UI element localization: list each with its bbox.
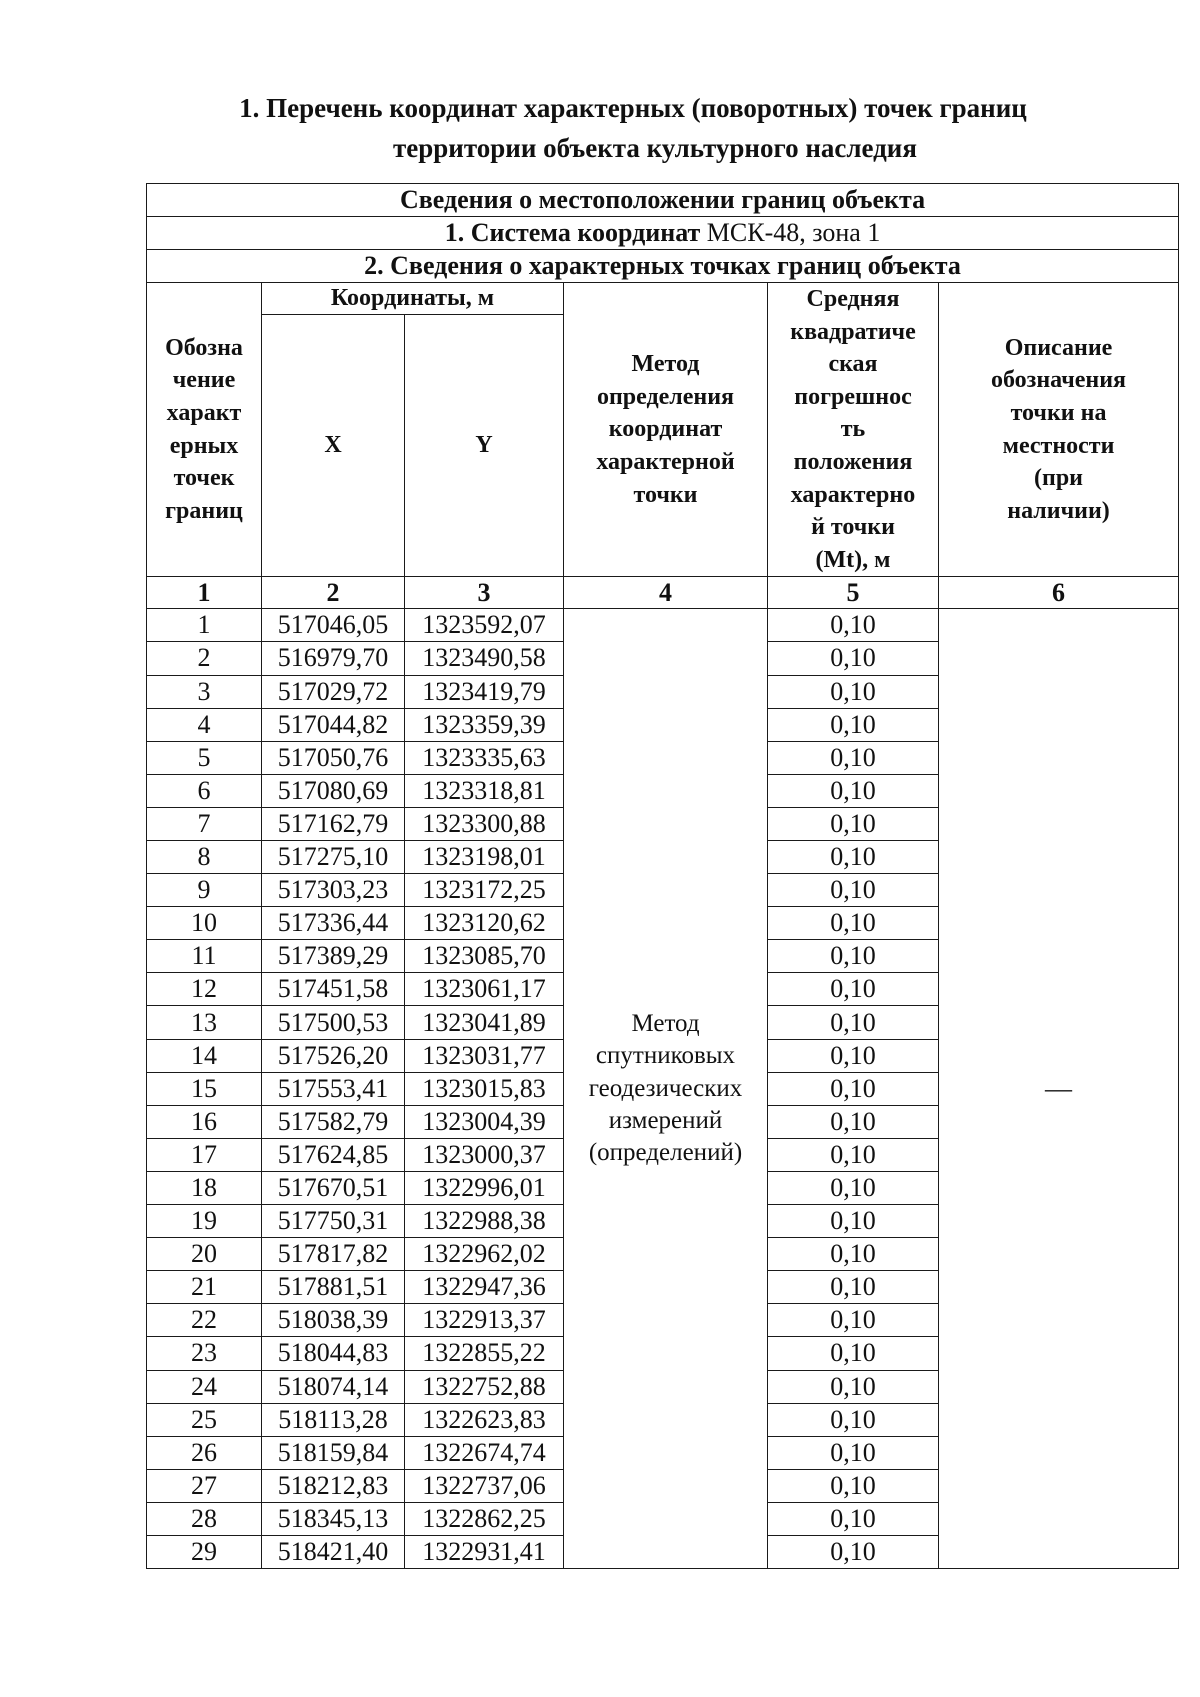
point-number: 6 bbox=[147, 774, 262, 807]
coordinate-x: 518074,14 bbox=[262, 1370, 405, 1403]
coordinate-x: 518345,13 bbox=[262, 1502, 405, 1535]
point-number: 25 bbox=[147, 1403, 262, 1436]
point-number: 7 bbox=[147, 807, 262, 840]
coordinate-x: 518159,84 bbox=[262, 1436, 405, 1469]
table-row bbox=[147, 609, 1179, 642]
coordinate-y: 1323172,25 bbox=[405, 874, 564, 907]
coordinate-x: 517029,72 bbox=[262, 675, 405, 708]
column-number: 4 bbox=[564, 577, 768, 609]
coordinate-y: 1323300,88 bbox=[405, 807, 564, 840]
point-number: 16 bbox=[147, 1105, 262, 1138]
coordinates-table bbox=[146, 183, 1179, 1569]
point-number: 2 bbox=[147, 642, 262, 675]
mean-square-error: 0,10 bbox=[768, 1469, 939, 1502]
mean-square-error: 0,10 bbox=[768, 1105, 939, 1138]
header-y: Y bbox=[405, 315, 564, 577]
mean-square-error: 0,10 bbox=[768, 1535, 939, 1568]
coordinate-y: 1323419,79 bbox=[405, 675, 564, 708]
coordinate-x: 517750,31 bbox=[262, 1205, 405, 1238]
coordinate-y: 1322862,25 bbox=[405, 1502, 564, 1535]
text-line: геодезических bbox=[588, 1074, 743, 1102]
mean-square-error: 0,10 bbox=[768, 1138, 939, 1171]
header-x: X bbox=[262, 315, 405, 577]
coordinate-x: 516979,70 bbox=[262, 642, 405, 675]
mean-square-error: 0,10 bbox=[768, 1039, 939, 1072]
text-line: чение bbox=[172, 367, 236, 394]
mean-square-error: 0,10 bbox=[768, 1403, 939, 1436]
coordinate-x: 517817,82 bbox=[262, 1238, 405, 1271]
text-line: ть bbox=[840, 416, 866, 443]
mean-square-error: 0,10 bbox=[768, 1271, 939, 1304]
point-number: 24 bbox=[147, 1370, 262, 1403]
point-number: 15 bbox=[147, 1072, 262, 1105]
text-line: Метод bbox=[631, 351, 700, 378]
coordinate-y: 1323000,37 bbox=[405, 1138, 564, 1171]
point-number: 26 bbox=[147, 1436, 262, 1469]
coordinate-x: 518421,40 bbox=[262, 1535, 405, 1568]
text-line: определения bbox=[596, 383, 735, 410]
coordinate-x: 517162,79 bbox=[262, 807, 405, 840]
point-number: 13 bbox=[147, 1006, 262, 1039]
point-number: 29 bbox=[147, 1535, 262, 1568]
point-number: 21 bbox=[147, 1271, 262, 1304]
coordinate-x: 517881,51 bbox=[262, 1271, 405, 1304]
mean-square-error: 0,10 bbox=[768, 874, 939, 907]
coordinate-y: 1322996,01 bbox=[405, 1171, 564, 1204]
coordinate-x: 517044,82 bbox=[262, 708, 405, 741]
coordinate-x: 517553,41 bbox=[262, 1072, 405, 1105]
text-line: характерной bbox=[596, 448, 735, 475]
coordinate-y: 1322674,74 bbox=[405, 1436, 564, 1469]
text-line: обозначения bbox=[991, 367, 1127, 394]
text-line: ерных bbox=[169, 432, 239, 459]
coordinate-y: 1322855,22 bbox=[405, 1337, 564, 1370]
point-number: 9 bbox=[147, 874, 262, 907]
text-line: характерно bbox=[790, 481, 916, 508]
point-number: 14 bbox=[147, 1039, 262, 1072]
mean-square-error: 0,10 bbox=[768, 708, 939, 741]
column-numbers-row bbox=[147, 577, 1179, 609]
mean-square-error: 0,10 bbox=[768, 1370, 939, 1403]
text-line: (определений) bbox=[588, 1139, 743, 1167]
coordinate-y: 1322962,02 bbox=[405, 1238, 564, 1271]
column-number: 6 bbox=[939, 577, 1179, 609]
title-line-2: территории объекта культурного наследия bbox=[393, 133, 917, 163]
coordinate-y: 1322752,88 bbox=[405, 1370, 564, 1403]
section-coordinate-system bbox=[147, 217, 1179, 250]
text-line: измерений bbox=[608, 1106, 723, 1134]
text-line: квадратиче bbox=[790, 318, 916, 345]
coordinate-y: 1323015,83 bbox=[405, 1072, 564, 1105]
coordinate-system-value: МСК-48, зона 1 bbox=[706, 218, 881, 247]
text-line: точек bbox=[173, 465, 235, 492]
coordinate-x: 517275,10 bbox=[262, 841, 405, 874]
coordinate-x: 518038,39 bbox=[262, 1304, 405, 1337]
mean-square-error: 0,10 bbox=[768, 1436, 939, 1469]
mean-square-error: 0,10 bbox=[768, 841, 939, 874]
coordinate-x: 518044,83 bbox=[262, 1337, 405, 1370]
text-line: точки на bbox=[1010, 400, 1107, 427]
coordinate-x: 517336,44 bbox=[262, 907, 405, 940]
mean-square-error: 0,10 bbox=[768, 1304, 939, 1337]
text-line: спутниковых bbox=[595, 1042, 736, 1070]
header-method bbox=[564, 283, 768, 577]
point-number: 19 bbox=[147, 1205, 262, 1238]
point-number: 3 bbox=[147, 675, 262, 708]
mean-square-error: 0,10 bbox=[768, 675, 939, 708]
text-line: Метод bbox=[631, 1009, 700, 1037]
point-number: 22 bbox=[147, 1304, 262, 1337]
mean-square-error: 0,10 bbox=[768, 1006, 939, 1039]
coordinate-x: 517500,53 bbox=[262, 1006, 405, 1039]
mean-square-error: 0,10 bbox=[768, 1072, 939, 1105]
section-location-heading: Сведения о местоположении границ объекта bbox=[147, 184, 1179, 217]
point-number: 27 bbox=[147, 1469, 262, 1502]
mean-square-error: 0,10 bbox=[768, 940, 939, 973]
text-line: положения bbox=[793, 448, 913, 475]
coordinate-x: 517046,05 bbox=[262, 609, 405, 642]
column-number: 3 bbox=[405, 577, 564, 609]
method-cell bbox=[564, 609, 768, 1569]
column-number: 2 bbox=[262, 577, 405, 609]
coordinate-y: 1322913,37 bbox=[405, 1304, 564, 1337]
text-line: (Mt), м bbox=[815, 546, 891, 573]
text-line: Описание bbox=[1004, 334, 1113, 361]
coordinate-x: 517080,69 bbox=[262, 774, 405, 807]
mean-square-error: 0,10 bbox=[768, 1238, 939, 1271]
title-line-1: 1. Перечень координат характерных (поворотных) точек границ bbox=[239, 93, 1027, 123]
coordinate-y: 1322988,38 bbox=[405, 1205, 564, 1238]
coordinate-x: 517526,20 bbox=[262, 1039, 405, 1072]
coordinate-y: 1323031,77 bbox=[405, 1039, 564, 1072]
coordinate-y: 1322623,83 bbox=[405, 1403, 564, 1436]
coordinate-y: 1323490,58 bbox=[405, 642, 564, 675]
coordinate-y: 1323592,07 bbox=[405, 609, 564, 642]
document-title bbox=[140, 88, 1170, 168]
point-number: 4 bbox=[147, 708, 262, 741]
coordinate-x: 517582,79 bbox=[262, 1105, 405, 1138]
column-number: 1 bbox=[147, 577, 262, 609]
text-line: местности bbox=[1002, 432, 1115, 459]
coordinate-y: 1323085,70 bbox=[405, 940, 564, 973]
mean-square-error: 0,10 bbox=[768, 807, 939, 840]
coordinate-y: 1323359,39 bbox=[405, 708, 564, 741]
section-points-heading: 2. Сведения о характерных точках границ объекта bbox=[147, 250, 1179, 283]
mean-square-error: 0,10 bbox=[768, 1337, 939, 1370]
text-line: характ bbox=[166, 400, 242, 427]
point-number: 23 bbox=[147, 1337, 262, 1370]
mean-square-error: 0,10 bbox=[768, 1205, 939, 1238]
text-line: точки bbox=[633, 481, 698, 508]
mean-square-error: 0,10 bbox=[768, 774, 939, 807]
coordinate-y: 1323335,63 bbox=[405, 741, 564, 774]
coordinate-x: 517670,51 bbox=[262, 1171, 405, 1204]
coordinate-y: 1323198,01 bbox=[405, 841, 564, 874]
text-line: координат bbox=[608, 416, 723, 443]
text-line: наличии) bbox=[1007, 497, 1110, 524]
point-number: 18 bbox=[147, 1171, 262, 1204]
coordinate-x: 517050,76 bbox=[262, 741, 405, 774]
mean-square-error: 0,10 bbox=[768, 642, 939, 675]
point-number: 8 bbox=[147, 841, 262, 874]
coordinate-y: 1323318,81 bbox=[405, 774, 564, 807]
mean-square-error: 0,10 bbox=[768, 741, 939, 774]
coordinate-x: 518212,83 bbox=[262, 1469, 405, 1502]
mean-square-error: 0,10 bbox=[768, 907, 939, 940]
coordinate-y: 1323004,39 bbox=[405, 1105, 564, 1138]
coordinate-system-label: 1. Система координат bbox=[444, 218, 701, 247]
text-line: й точки bbox=[811, 514, 895, 541]
text-line: (при bbox=[1034, 465, 1084, 492]
coordinate-y: 1322931,41 bbox=[405, 1535, 564, 1568]
text-line: ская bbox=[828, 351, 878, 378]
point-number: 12 bbox=[147, 973, 262, 1006]
text-line: Обозна bbox=[165, 334, 243, 361]
coordinate-y: 1323120,62 bbox=[405, 907, 564, 940]
coordinate-y: 1323041,89 bbox=[405, 1006, 564, 1039]
header-error bbox=[768, 283, 939, 577]
coordinate-x: 517389,29 bbox=[262, 940, 405, 973]
text-line: Средняя bbox=[806, 286, 900, 312]
mean-square-error: 0,10 bbox=[768, 1502, 939, 1535]
point-number: 10 bbox=[147, 907, 262, 940]
mean-square-error: 0,10 bbox=[768, 1171, 939, 1204]
coordinate-x: 517303,23 bbox=[262, 874, 405, 907]
text-line: границ bbox=[165, 497, 243, 524]
point-number: 11 bbox=[147, 940, 262, 973]
coordinate-x: 517451,58 bbox=[262, 973, 405, 1006]
column-number: 5 bbox=[768, 577, 939, 609]
coordinate-y: 1323061,17 bbox=[405, 973, 564, 1006]
coordinate-y: 1322947,36 bbox=[405, 1271, 564, 1304]
coordinate-x: 517624,85 bbox=[262, 1138, 405, 1171]
text-line: погрешнос bbox=[794, 383, 912, 410]
header-coordinates: Координаты, м bbox=[262, 283, 564, 315]
point-number: 17 bbox=[147, 1138, 262, 1171]
header-description bbox=[939, 283, 1179, 577]
point-number: 20 bbox=[147, 1238, 262, 1271]
coordinate-y: 1322737,06 bbox=[405, 1469, 564, 1502]
coordinate-x: 518113,28 bbox=[262, 1403, 405, 1436]
mean-square-error: 0,10 bbox=[768, 973, 939, 1006]
header-designation bbox=[147, 283, 262, 577]
point-number: 28 bbox=[147, 1502, 262, 1535]
description-cell: — bbox=[939, 609, 1179, 1569]
point-number: 1 bbox=[147, 609, 262, 642]
point-number: 5 bbox=[147, 741, 262, 774]
mean-square-error: 0,10 bbox=[768, 609, 939, 642]
